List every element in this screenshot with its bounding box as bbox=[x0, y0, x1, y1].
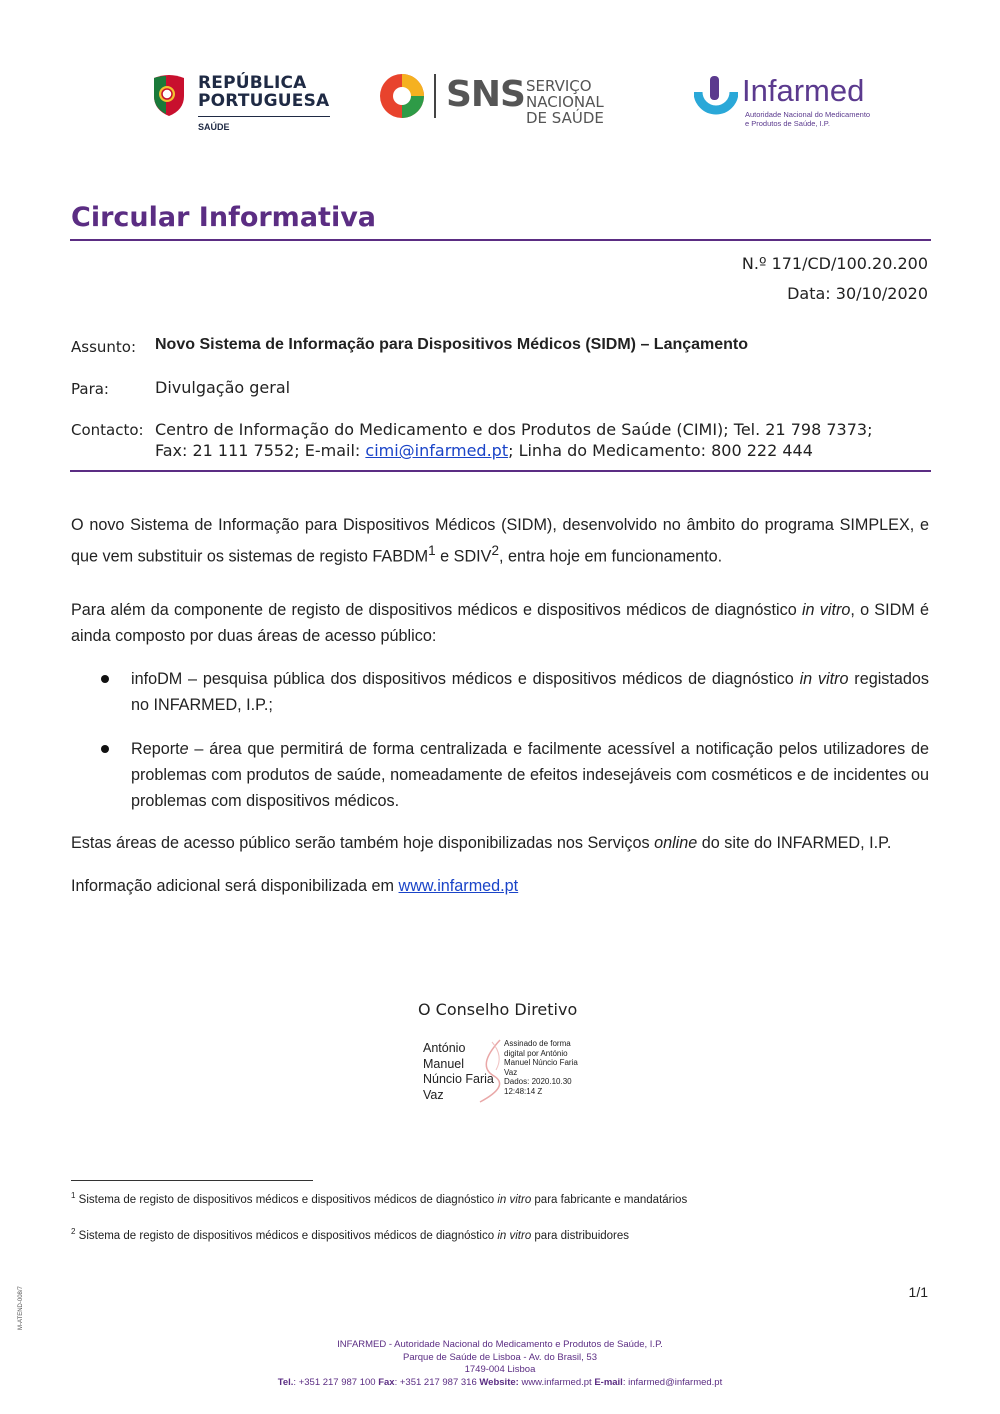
footnote-1 bbox=[71, 1191, 687, 1206]
infarmed-sub1: Autoridade Nacional do Medicamento bbox=[745, 110, 871, 119]
footnote-ref-1: 1 bbox=[428, 543, 436, 558]
bullet-infodm bbox=[131, 666, 929, 718]
infarmed-website-link[interactable]: www.infarmed.pt bbox=[398, 877, 519, 895]
fn2-text-a: Sistema de registo de dispositivos médicos e dispositivos médicos de diagnóstico bbox=[75, 1229, 498, 1242]
p1-text-b: e SDIV bbox=[435, 547, 492, 566]
contacto-value bbox=[155, 419, 935, 461]
date-value: 30/10/2020 bbox=[835, 284, 928, 303]
footnote-1-number: 1 bbox=[71, 1191, 76, 1200]
republica-portuguesa-logo bbox=[150, 72, 340, 136]
footer-web-label: Website: bbox=[479, 1376, 519, 1388]
para-label: Para: bbox=[71, 380, 109, 398]
p4-text: Informação adicional será disponibilizada em bbox=[71, 877, 399, 895]
footer-contacts bbox=[0, 1377, 1000, 1390]
footer-tel: : +351 217 987 100 bbox=[293, 1376, 379, 1388]
b2-italic: e bbox=[179, 740, 189, 758]
sns-big-text: SNS bbox=[446, 74, 525, 115]
sig-name-line: António bbox=[423, 1041, 466, 1055]
b2-text-a: Report bbox=[131, 740, 180, 758]
sig-name-line: Vaz bbox=[423, 1087, 444, 1102]
p2-text-b: , o SIDM é ainda composto por duas áreas de acesso público: bbox=[71, 601, 929, 645]
footnote-2 bbox=[71, 1227, 629, 1242]
sig-info-line: digital por António bbox=[504, 1048, 568, 1058]
portugal-flag-icon bbox=[150, 74, 188, 116]
footnote-ref-2: 2 bbox=[491, 543, 499, 558]
date-label: Data: bbox=[787, 284, 831, 303]
p3-text-a: Estas áreas de acesso público serão também hoje disponibilizadas nos Serviços bbox=[71, 834, 655, 852]
b1-text-b: registados no INFARMED, I.P.; bbox=[131, 670, 929, 714]
fn2-italic: in vitro bbox=[497, 1229, 532, 1242]
bullet-reporte bbox=[131, 736, 929, 814]
b1-text-a: infoDM – pesquisa pública dos dispositivos médicos e dispositivos médicos de diagnóstico bbox=[131, 670, 800, 688]
form-code: M-ATEND-008/7 bbox=[18, 1286, 24, 1330]
fn1-italic: in vitro bbox=[497, 1193, 532, 1206]
contacto-label: Contacto: bbox=[71, 421, 144, 439]
signature-name bbox=[423, 1041, 494, 1103]
b1-italic: in vitro bbox=[799, 670, 849, 688]
paragraph-4 bbox=[71, 873, 929, 899]
reference-number: N.º 171/CD/100.20.200 bbox=[741, 254, 928, 273]
contacto-line1: Centro de Informação do Medicamento e dos Produtos de Saúde (CIMI); Tel. 21 798 7373; bbox=[155, 420, 873, 439]
footnote-2-number: 2 bbox=[71, 1227, 76, 1236]
infarmed-sub2: e Produtos de Saúde, I.P. bbox=[745, 119, 830, 128]
title-rule bbox=[70, 239, 931, 241]
sns-small-line2: DE SAÚDE bbox=[526, 109, 604, 127]
signatory-title: O Conselho Diretivo bbox=[418, 1000, 578, 1019]
paragraph-1 bbox=[71, 512, 929, 569]
sig-info-line: Vaz bbox=[504, 1067, 518, 1077]
rp-line1: REPÚBLICA bbox=[198, 73, 307, 93]
assunto-label: Assunto: bbox=[71, 338, 137, 356]
footer-line1: INFARMED - Autoridade Nacional do Medicamento e Produtos de Saúde, I.P. bbox=[337, 1339, 663, 1350]
assunto-value: Novo Sistema de Informação para Dispositivos Médicos (SIDM) – Lançamento bbox=[155, 336, 749, 353]
sns-logo bbox=[378, 72, 658, 127]
p3-text-b: do site do INFARMED, I.P. bbox=[697, 834, 892, 852]
footer-email-label: E-mail bbox=[594, 1376, 623, 1388]
sig-info-line: 12:48:14 Z bbox=[504, 1086, 543, 1096]
paragraph-3 bbox=[71, 830, 929, 856]
p1-text-c: , entra hoje em funcionamento. bbox=[498, 547, 723, 566]
infarmed-name: Infarmed bbox=[742, 73, 865, 108]
document-date bbox=[787, 284, 928, 303]
footer-fax: : +351 217 987 316 bbox=[394, 1376, 480, 1388]
rp-sub: SAÚDE bbox=[198, 122, 230, 132]
bullet-icon bbox=[101, 675, 109, 683]
footer-fax-label: Fax bbox=[378, 1376, 395, 1388]
rp-line2: PORTUGUESA bbox=[198, 91, 330, 111]
fn2-text-b: para distribuidores bbox=[531, 1229, 630, 1242]
fn1-text-b: para fabricante e mandatários bbox=[531, 1193, 688, 1206]
contacto-linha: ; Linha do Medicamento: 800 222 444 bbox=[508, 441, 813, 460]
footer bbox=[0, 1339, 1000, 1389]
p1-text-a: O novo Sistema de Informação para Dispositivos Médicos (SIDM), desenvolvido no âmbito do programa SIMPLEX, e que vem substituir os sistemas de registo FABDM bbox=[71, 516, 929, 566]
sig-info-line: Assinado de forma bbox=[504, 1039, 571, 1048]
footer-email: : infarmed@infarmed.pt bbox=[622, 1376, 723, 1388]
infarmed-logo bbox=[694, 72, 874, 134]
contacto-line2 bbox=[155, 440, 935, 461]
page-number: 1/1 bbox=[908, 1284, 928, 1300]
sns-small-line1: SERVIÇO NACIONAL bbox=[526, 77, 604, 111]
p2-italic: in vitro bbox=[801, 601, 851, 619]
signature-info bbox=[504, 1039, 594, 1096]
footnote-separator bbox=[71, 1180, 313, 1181]
sig-info-line: Dados: 2020.10.30 bbox=[504, 1077, 572, 1086]
sig-name-line: Núncio Faria bbox=[423, 1072, 494, 1086]
bullet-icon bbox=[101, 745, 109, 753]
contacto-email-link[interactable]: cimi@infarmed.pt bbox=[365, 441, 509, 460]
paragraph-2 bbox=[71, 597, 929, 649]
sns-emblem-icon bbox=[378, 72, 426, 120]
sns-divider bbox=[434, 74, 436, 118]
p3-italic: online bbox=[654, 834, 698, 852]
p2-text-a: Para além da componente de registo de dispositivos médicos e dispositivos médicos de diagnóstico bbox=[71, 601, 802, 619]
document-title: Circular Informativa bbox=[71, 202, 377, 233]
footer-line3: 1749-004 Lisboa bbox=[464, 1364, 536, 1375]
sig-name-line: Manuel bbox=[423, 1056, 464, 1071]
footer-line2: Parque de Saúde de Lisboa - Av. do Brasil, 53 bbox=[402, 1351, 597, 1363]
infarmed-mark-icon bbox=[694, 74, 738, 118]
fn1-text-a: Sistema de registo de dispositivos médicos e dispositivos médicos de diagnóstico bbox=[75, 1193, 498, 1206]
b2-text-b: – área que permitirá de forma centralizada e facilmente acessível a notificação pelos utilizadores de problemas com produtos de saúde, nomeadamente de efeitos indesejáveis com cosméticos e de incidentes ou problemas com dispositivos médicos. bbox=[131, 740, 929, 810]
footer-tel-label: Tel. bbox=[277, 1376, 294, 1388]
footer-web: www.infarmed.pt bbox=[518, 1376, 595, 1388]
sig-info-line: Manuel Núncio Faria bbox=[504, 1058, 578, 1067]
contacto-fax: Fax: 21 111 7552; E-mail: bbox=[155, 441, 366, 460]
para-value: Divulgação geral bbox=[155, 378, 291, 397]
rp-divider bbox=[198, 116, 330, 117]
header-bottom-rule bbox=[70, 470, 931, 472]
